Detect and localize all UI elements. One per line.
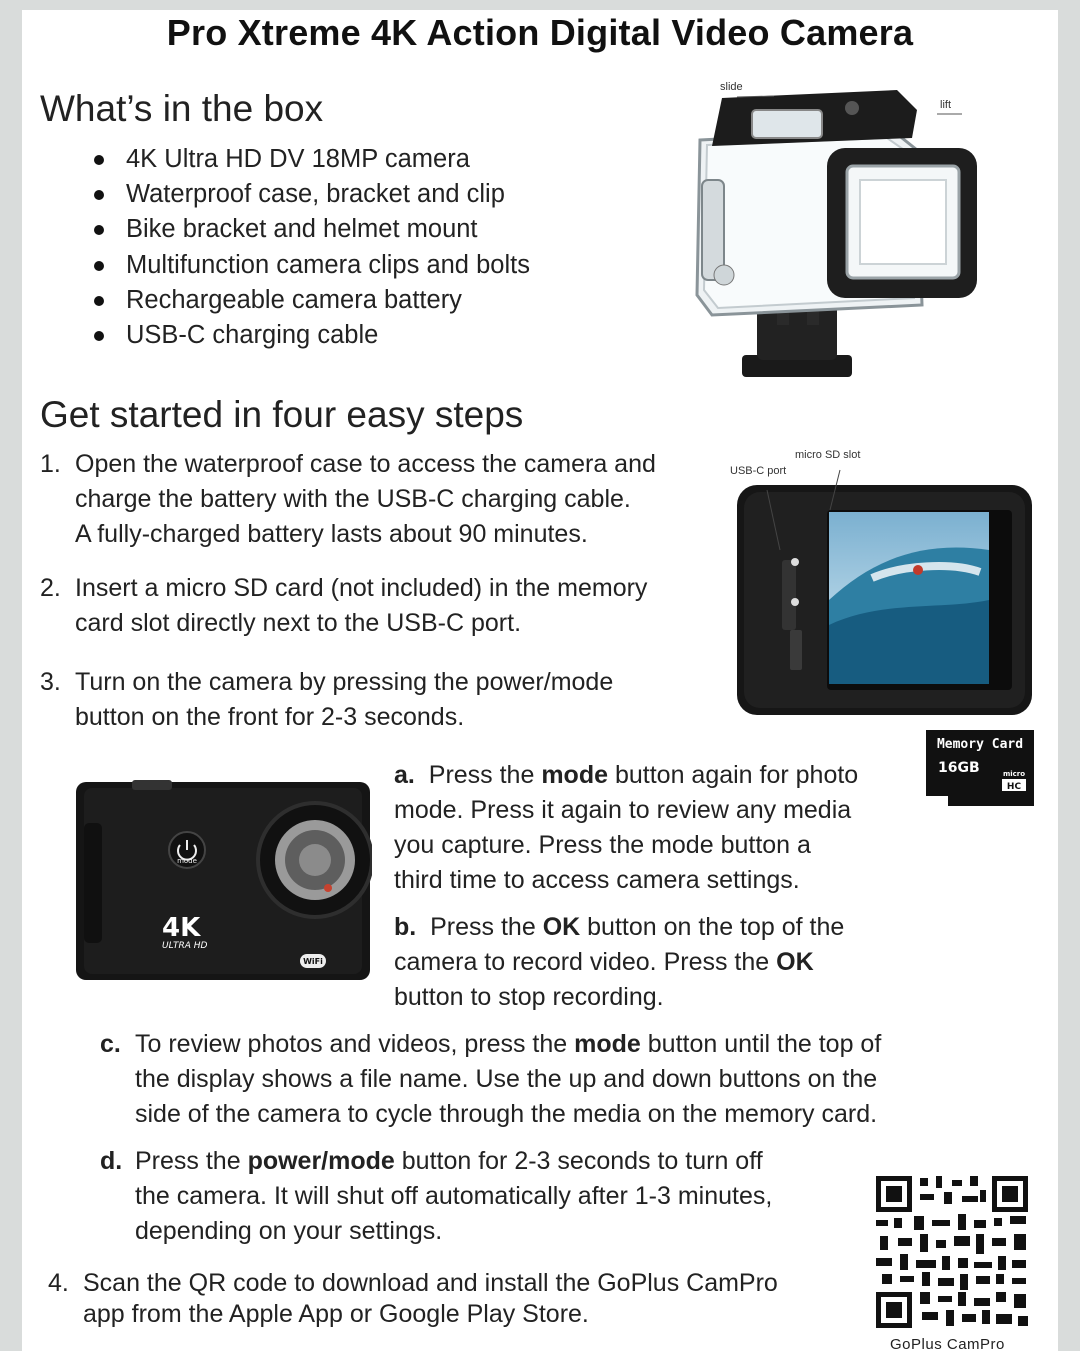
step-3: 3. Turn on the camera by pressing the power/mode button on the front for 2-3 seconds. xyxy=(40,668,614,731)
list-item: Rechargeable camera battery xyxy=(92,283,530,318)
qr-caption: GoPlus CamPro xyxy=(890,1336,1005,1351)
list-item: Multifunction camera clips and bolts xyxy=(92,248,530,283)
sd-slot-label: micro SD slot xyxy=(795,449,861,461)
page-title: Pro Xtreme 4K Action Digital Video Camera xyxy=(166,12,914,53)
qr-code-image xyxy=(874,1174,1030,1330)
list-item: USB-C charging cable xyxy=(92,318,530,353)
usb-port-label: USB-C port xyxy=(730,465,787,477)
substep-c: c. To review photos and videos, press the mode button until the top of the display shows a file name. Use the up and down buttons on the side of the camera to cycle through the media on the memory card. xyxy=(100,1030,882,1128)
list-item: Bike bracket and helmet mount xyxy=(92,212,530,247)
mode-label: mode xyxy=(177,857,197,865)
steps-heading: Get started in four easy steps xyxy=(40,394,524,435)
case-label-slide: slide xyxy=(720,81,743,93)
substep-d: d. Press the power/mode button for 2-3 seconds to turn off the camera. It will shut off automatically after 1-3 minutes, depending on your settings. xyxy=(100,1147,773,1245)
memory-card-size: 16GB xyxy=(938,760,980,776)
camera-front-image xyxy=(72,778,372,988)
wifi-icon: WiFi xyxy=(303,957,323,966)
camera-back-image xyxy=(722,450,1042,720)
ultra-hd-label: ULTRA HD xyxy=(162,941,208,951)
step-2: 2. Insert a micro SD card (not included) in the memory card slot directly next to the USB-C port. xyxy=(40,574,648,637)
step-4: 4. Scan the QR code to download and install the GoPlus CamPro app from the Apple App or Google Play Store. xyxy=(48,1269,778,1328)
bullet-icon xyxy=(94,261,104,271)
manual-page xyxy=(22,10,1058,1351)
svg-text:HC: HC xyxy=(1006,782,1022,792)
bullet-icon xyxy=(94,296,104,306)
svg-text:micro: micro xyxy=(1002,770,1026,778)
bullet-icon xyxy=(94,225,104,235)
box-heading: What’s in the box xyxy=(40,88,324,129)
memory-card-title: Memory Card xyxy=(936,737,1024,752)
substep-b: b. Press the OK button on the top of the camera to record video. Press the OK button to stop recording. xyxy=(394,913,845,1011)
substep-a: a. Press the mode button again for photo mode. Press it again to review any media you capture. Press the mode button a third time to access camera settings. xyxy=(394,761,859,894)
box-contents-list xyxy=(92,142,530,353)
list-item: 4K Ultra HD DV 18MP camera xyxy=(92,142,530,177)
case-label-lift: lift xyxy=(940,99,951,111)
waterproof-case-image xyxy=(682,70,982,390)
4k-badge: 4K xyxy=(162,913,201,943)
bullet-icon xyxy=(94,190,104,200)
memory-card-image xyxy=(922,726,1038,810)
list-item: Waterproof case, bracket and clip xyxy=(92,177,530,212)
step-1: 1. Open the waterproof case to access the camera and charge the battery with the USB-C charging cable. A fully-charged battery lasts about 90 minutes. xyxy=(40,450,656,548)
bullet-icon xyxy=(94,331,104,341)
bullet-icon xyxy=(94,155,104,165)
